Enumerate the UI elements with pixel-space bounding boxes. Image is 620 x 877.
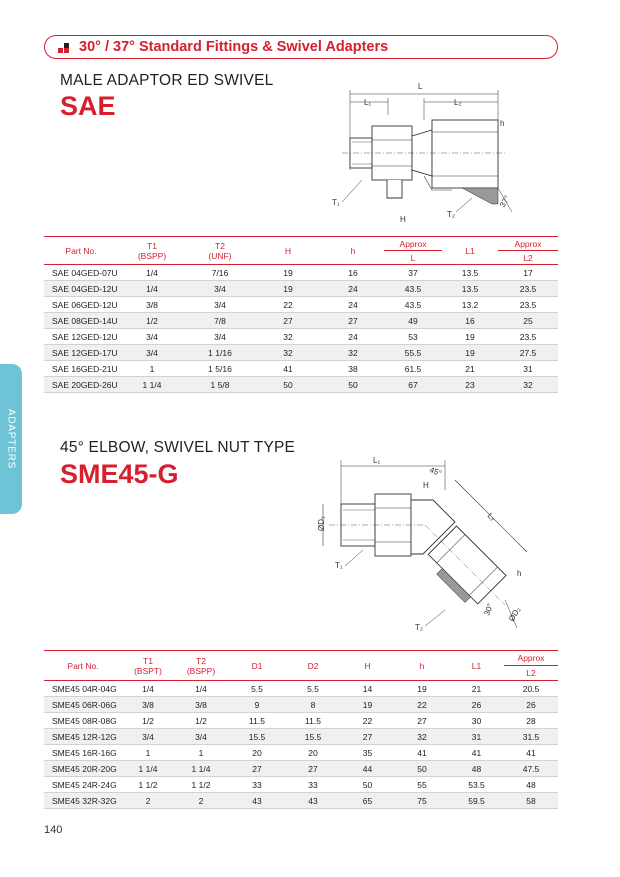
cell-t1: 1 1/2 xyxy=(122,777,174,793)
cell-D2: 11.5 xyxy=(286,713,340,729)
cell-part: SAE 12GED-17U xyxy=(44,345,118,361)
cell-L2: 23.5 xyxy=(498,329,558,345)
cell-L1: 16 xyxy=(442,313,498,329)
col-t1: T1 (BSPP) xyxy=(118,237,186,265)
sae-diagram xyxy=(332,80,532,230)
cell-part: SAE 06GED-12U xyxy=(44,297,118,313)
cell-L: 43.5 xyxy=(384,297,442,313)
cell-t1: 1 1/4 xyxy=(118,377,186,393)
cell-h: 24 xyxy=(322,329,384,345)
cell-H: 27 xyxy=(340,729,395,745)
col-h: h xyxy=(395,651,449,681)
cell-part: SAE 04GED-07U xyxy=(44,265,118,281)
cell-H: 35 xyxy=(340,745,395,761)
cell-t1: 1/4 xyxy=(122,681,174,697)
cell-H: 22 xyxy=(254,297,322,313)
cell-D1: 15.5 xyxy=(228,729,286,745)
cell-h: 19 xyxy=(395,681,449,697)
svg-text:H: H xyxy=(400,215,406,224)
cell-h: 50 xyxy=(395,761,449,777)
cell-t2: 3/4 xyxy=(174,729,228,745)
cell-t2: 1 5/16 xyxy=(186,361,254,377)
cell-t1: 3/8 xyxy=(118,297,186,313)
cell-part: SME45 04R-04G xyxy=(44,681,122,697)
cell-part: SME45 32R-32G xyxy=(44,793,122,809)
cell-L2: 20.5 xyxy=(504,681,558,697)
cell-L1: 41 xyxy=(449,745,504,761)
cell-L1: 23 xyxy=(442,377,498,393)
cell-D2: 20 xyxy=(286,745,340,761)
svg-text:L₁: L₁ xyxy=(373,456,381,465)
cell-H: 22 xyxy=(340,713,395,729)
table-row xyxy=(44,377,558,393)
col-part-no: Part No. xyxy=(44,237,118,265)
svg-text:T₁: T₁ xyxy=(332,198,340,207)
cell-h: 32 xyxy=(322,345,384,361)
cell-h: 27 xyxy=(395,713,449,729)
cell-D2: 8 xyxy=(286,697,340,713)
svg-text:ØD₂: ØD₂ xyxy=(506,605,523,623)
cell-L2: 25 xyxy=(498,313,558,329)
cell-L2: 47.5 xyxy=(504,761,558,777)
col-t2: T2 (UNF) xyxy=(186,237,254,265)
cell-L1: 21 xyxy=(442,361,498,377)
col-approx-l: Approx xyxy=(384,237,442,251)
cell-part: SME45 16R-16G xyxy=(44,745,122,761)
table-row xyxy=(44,681,558,697)
cell-H: 19 xyxy=(254,265,322,281)
cell-L: 37 xyxy=(384,265,442,281)
side-tab-label: ADAPTERS xyxy=(5,408,17,470)
cell-L1: 13.5 xyxy=(442,265,498,281)
svg-text:L₂: L₂ xyxy=(454,98,462,107)
cell-D2: 15.5 xyxy=(286,729,340,745)
cell-L: 61.5 xyxy=(384,361,442,377)
table-row xyxy=(44,761,558,777)
col-H: H xyxy=(254,237,322,265)
cell-D1: 33 xyxy=(228,777,286,793)
cell-L1: 13.2 xyxy=(442,297,498,313)
cell-t1: 1/4 xyxy=(118,265,186,281)
svg-text:h: h xyxy=(517,569,522,578)
cell-H: 41 xyxy=(254,361,322,377)
col-L1: L1 xyxy=(449,651,504,681)
col-approx-l2: Approx xyxy=(498,237,558,251)
cell-L: 55.5 xyxy=(384,345,442,361)
cell-t1: 1 xyxy=(122,745,174,761)
cell-L1: 26 xyxy=(449,697,504,713)
cell-D2: 27 xyxy=(286,761,340,777)
squares-icon xyxy=(58,40,76,54)
cell-t2: 7/16 xyxy=(186,265,254,281)
table-row xyxy=(44,361,558,377)
cell-L: 53 xyxy=(384,329,442,345)
svg-text:H: H xyxy=(423,481,429,490)
table-row xyxy=(44,297,558,313)
cell-part: SAE 20GED-26U xyxy=(44,377,118,393)
cell-t2: 1/4 xyxy=(174,681,228,697)
cell-L1: 21 xyxy=(449,681,504,697)
cell-D2: 5.5 xyxy=(286,681,340,697)
cell-L: 49 xyxy=(384,313,442,329)
cell-H: 50 xyxy=(340,777,395,793)
cell-L2: 48 xyxy=(504,777,558,793)
cell-H: 19 xyxy=(254,281,322,297)
cell-t1: 3/4 xyxy=(122,729,174,745)
cell-H: 32 xyxy=(254,345,322,361)
cell-h: 32 xyxy=(395,729,449,745)
svg-text:T₂: T₂ xyxy=(415,623,423,632)
cell-t2: 7/8 xyxy=(186,313,254,329)
cell-t2: 1/2 xyxy=(174,713,228,729)
cell-D1: 43 xyxy=(228,793,286,809)
table-row xyxy=(44,793,558,809)
svg-text:L₂: L₂ xyxy=(485,511,498,523)
table-row xyxy=(44,777,558,793)
page-number: 140 xyxy=(44,824,63,836)
cell-H: 14 xyxy=(340,681,395,697)
table-row xyxy=(44,697,558,713)
cell-h: 50 xyxy=(322,377,384,393)
cell-H: 44 xyxy=(340,761,395,777)
cell-t2: 3/4 xyxy=(186,297,254,313)
cell-h: 24 xyxy=(322,281,384,297)
cell-t1: 3/4 xyxy=(118,329,186,345)
cell-part: SAE 16GED-21U xyxy=(44,361,118,377)
cell-L: 67 xyxy=(384,377,442,393)
cell-t1: 1/4 xyxy=(118,281,186,297)
cell-L2: 26 xyxy=(504,697,558,713)
cell-L2: 23.5 xyxy=(498,297,558,313)
col-t1: T1 (BSPT) xyxy=(122,651,174,681)
section2-subtitle: 45° ELBOW, SWIVEL NUT TYPE xyxy=(60,439,296,456)
cell-t2: 2 xyxy=(174,793,228,809)
cell-L2: 28 xyxy=(504,713,558,729)
cell-H: 27 xyxy=(254,313,322,329)
cell-L1: 30 xyxy=(449,713,504,729)
svg-text:L: L xyxy=(418,82,423,91)
cell-L1: 48 xyxy=(449,761,504,777)
cell-part: SME45 20R-20G xyxy=(44,761,122,777)
section1-code: SAE xyxy=(60,91,116,121)
section-banner xyxy=(44,35,558,59)
table-row xyxy=(44,265,558,281)
table-row xyxy=(44,345,558,361)
cell-L2: 58 xyxy=(504,793,558,809)
cell-D1: 27 xyxy=(228,761,286,777)
cell-L2: 31.5 xyxy=(504,729,558,745)
cell-L: 43.5 xyxy=(384,281,442,297)
svg-text:37°: 37° xyxy=(497,194,512,209)
cell-h: 22 xyxy=(395,697,449,713)
cell-t2: 1 1/4 xyxy=(174,761,228,777)
cell-t2: 1 1/16 xyxy=(186,345,254,361)
cell-L2: 23.5 xyxy=(498,281,558,297)
col-h: h xyxy=(322,237,384,265)
cell-D1: 11.5 xyxy=(228,713,286,729)
svg-text:45°: 45° xyxy=(428,465,443,479)
sae-spec-table xyxy=(44,236,558,393)
cell-L1: 13.5 xyxy=(442,281,498,297)
cell-D2: 43 xyxy=(286,793,340,809)
cell-h: 75 xyxy=(395,793,449,809)
cell-D1: 9 xyxy=(228,697,286,713)
cell-h: 16 xyxy=(322,265,384,281)
cell-L1: 19 xyxy=(442,329,498,345)
cell-D1: 5.5 xyxy=(228,681,286,697)
banner-title: 30° / 37° Standard Fittings & Swivel Adapters xyxy=(79,39,389,55)
cell-t2: 1 5/8 xyxy=(186,377,254,393)
cell-D2: 33 xyxy=(286,777,340,793)
svg-text:T₂: T₂ xyxy=(447,210,455,219)
cell-H: 19 xyxy=(340,697,395,713)
col-part-no: Part No. xyxy=(44,651,122,681)
cell-L2: 31 xyxy=(498,361,558,377)
cell-t1: 1 1/4 xyxy=(122,761,174,777)
sme45-spec-table xyxy=(44,650,558,809)
col-L2: L2 xyxy=(504,666,558,681)
table-row xyxy=(44,745,558,761)
cell-H: 65 xyxy=(340,793,395,809)
cell-h: 27 xyxy=(322,313,384,329)
cell-t1: 1/2 xyxy=(122,713,174,729)
cell-t2: 3/4 xyxy=(186,281,254,297)
cell-L2: 41 xyxy=(504,745,558,761)
cell-t1: 1 xyxy=(118,361,186,377)
cell-part: SAE 04GED-12U xyxy=(44,281,118,297)
col-L: L xyxy=(384,251,442,265)
cell-t2: 3/4 xyxy=(186,329,254,345)
cell-L2: 17 xyxy=(498,265,558,281)
table-row xyxy=(44,281,558,297)
cell-h: 41 xyxy=(395,745,449,761)
cell-part: SME45 08R-08G xyxy=(44,713,122,729)
cell-part: SAE 08GED-14U xyxy=(44,313,118,329)
svg-text:L₁: L₁ xyxy=(364,98,372,107)
svg-text:30°: 30° xyxy=(482,602,496,617)
cell-L1: 59.5 xyxy=(449,793,504,809)
cell-t2: 3/8 xyxy=(174,697,228,713)
table-row xyxy=(44,729,558,745)
svg-text:h: h xyxy=(500,119,505,128)
cell-part: SAE 12GED-12U xyxy=(44,329,118,345)
side-tab[interactable] xyxy=(0,364,22,514)
cell-t1: 1/2 xyxy=(118,313,186,329)
cell-L1: 53.5 xyxy=(449,777,504,793)
cell-L2: 27.5 xyxy=(498,345,558,361)
cell-part: SME45 06R-06G xyxy=(44,697,122,713)
cell-h: 38 xyxy=(322,361,384,377)
cell-H: 32 xyxy=(254,329,322,345)
col-L2: L2 xyxy=(498,251,558,265)
cell-L1: 19 xyxy=(442,345,498,361)
cell-t1: 3/8 xyxy=(122,697,174,713)
col-D2: D2 xyxy=(286,651,340,681)
cell-t1: 2 xyxy=(122,793,174,809)
svg-text:ØD₁: ØD₁ xyxy=(317,516,326,531)
col-H: H xyxy=(340,651,395,681)
cell-part: SME45 12R-12G xyxy=(44,729,122,745)
section1-subtitle: MALE ADAPTOR ED SWIVEL xyxy=(60,72,274,89)
sme45-diagram xyxy=(305,450,535,640)
cell-D1: 20 xyxy=(228,745,286,761)
col-t2: T2 (BSPP) xyxy=(174,651,228,681)
col-D1: D1 xyxy=(228,651,286,681)
table-row xyxy=(44,713,558,729)
cell-h: 55 xyxy=(395,777,449,793)
table-row xyxy=(44,313,558,329)
cell-L1: 31 xyxy=(449,729,504,745)
col-approx-l2: Approx xyxy=(504,651,558,666)
cell-part: SME45 24R-24G xyxy=(44,777,122,793)
cell-t1: 3/4 xyxy=(118,345,186,361)
cell-t2: 1 xyxy=(174,745,228,761)
cell-H: 50 xyxy=(254,377,322,393)
section2-code: SME45-G xyxy=(60,459,179,489)
cell-L2: 32 xyxy=(498,377,558,393)
svg-text:T₁: T₁ xyxy=(335,561,343,570)
table-row xyxy=(44,329,558,345)
cell-t2: 1 1/2 xyxy=(174,777,228,793)
col-L1: L1 xyxy=(442,237,498,265)
cell-h: 24 xyxy=(322,297,384,313)
